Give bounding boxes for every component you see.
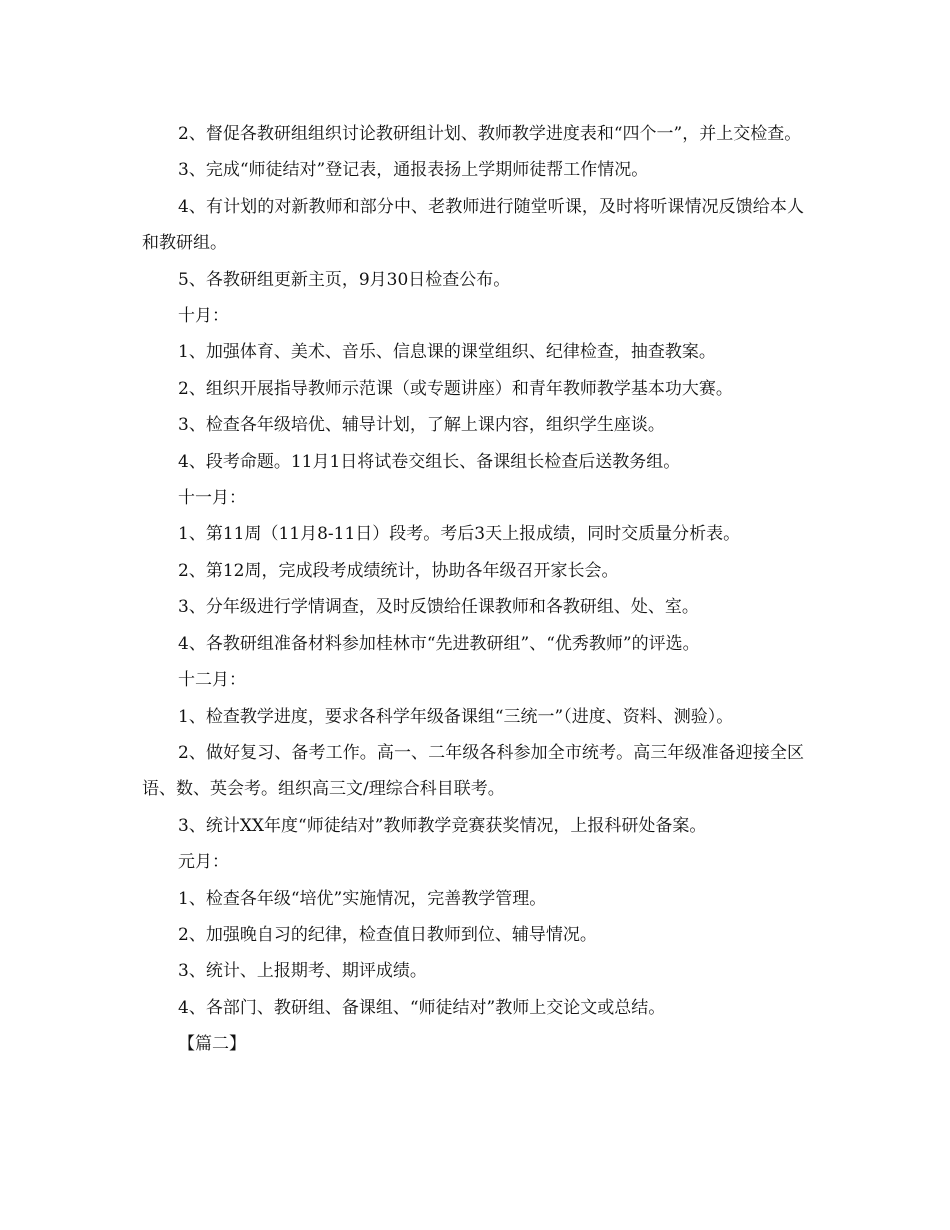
section-heading-december: 十二月： — [178, 670, 246, 691]
paragraph: 1、第11周（11月8-11日）段考。考后3天上报成绩，同时交质量分析表。 — [178, 524, 741, 545]
paragraph: 3、检查各年级培优、辅导计划，了解上课内容，组织学生座谈。 — [178, 415, 665, 436]
paragraph: 2、督促各教研组组织讨论教研组计划、教师教学进度表和“四个一”，并上交检查。 — [178, 124, 802, 144]
paragraph: 1、检查教学进度，要求各科学年级备课组“三统一”（进度、资料、测验）。 — [178, 706, 734, 727]
section-heading-january: 元月： — [178, 852, 229, 873]
paragraph: 2、组织开展指导教师示范课（或专题讲座）和青年教师教学基本功大赛。 — [178, 378, 733, 399]
paragraph: 1、加强体育、美术、音乐、信息课的课堂组织、纪律检查，抽查教案。 — [178, 342, 716, 363]
paragraph: 1、检查各年级“培优”实施情况，完善教学管理。 — [178, 888, 547, 909]
paragraph: 4、各部门、教研组、备课组、“师徒结对”教师上交论文或总结。 — [178, 997, 666, 1018]
paragraph: 3、分年级进行学情调查，及时反馈给任课教师和各教研组、处、室。 — [178, 597, 699, 618]
section-heading-october: 十月： — [178, 306, 229, 327]
document-body — [142, 116, 804, 1063]
paragraph: 2、第12周，完成段考成绩统计，协助各年级召开家长会。 — [178, 560, 619, 581]
paragraph: 4、有计划的对新教师和部分中、老教师进行随堂听课，及时将听课情况反馈给本人和教研组。 — [142, 196, 804, 254]
paragraph: 3、统计、上报期考、期评成绩。 — [178, 961, 427, 982]
paragraph: 2、加强晚自习的纪律，检查值日教师到位、辅导情况。 — [178, 924, 597, 945]
section-heading-november: 十一月： — [178, 488, 246, 509]
paragraph: 4、段考命题。11月1日将试卷交组长、备课组长检查后送教务组。 — [178, 451, 681, 472]
paragraph: 2、做好复习、备考工作。高一、二年级各科参加全市统考。高三年级准备迎接全区语、数、英会考。组织高三文/理综合科目联考。 — [142, 742, 804, 800]
section-heading-part-two: 【篇二】 — [178, 1034, 246, 1055]
paragraph: 5、各教研组更新主页，9月30日检查公布。 — [178, 269, 511, 290]
paragraph: 4、各教研组准备材料参加桂林市“先进教研组”、“优秀教师”的评选。 — [178, 633, 700, 654]
paragraph: 3、统计XX年度“师徒结对”教师教学竞赛获奖情况，上报科研处备案。 — [178, 815, 707, 836]
paragraph: 3、完成“师徒结对”登记表，通报表扬上学期师徒帮工作情况。 — [178, 160, 649, 181]
